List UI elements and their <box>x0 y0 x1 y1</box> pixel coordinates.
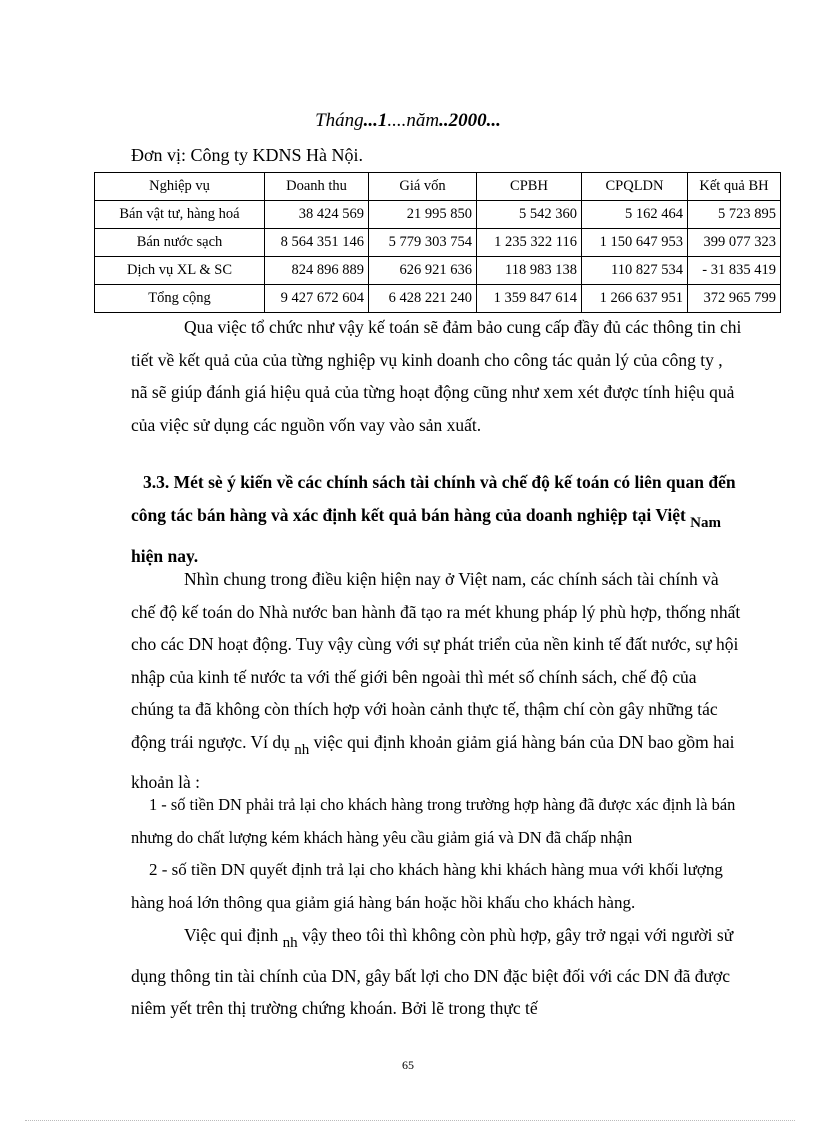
list-item-1: 1 - số tiền DN phải trả lại cho khách hàng trong trường hợp hàng đã được xác định là bán nhưng do chất lượng kém khách hàng yêu cầu giảm giá và DN đã chấp nhận <box>131 795 736 847</box>
cell: 372 965 799 <box>688 285 781 313</box>
column-header: Kết quả BH <box>688 173 781 201</box>
column-header: CPBH <box>477 173 582 201</box>
column-header: Giá vốn <box>369 173 477 201</box>
cell: 1 235 322 116 <box>477 229 582 257</box>
paragraph-overview <box>131 563 743 799</box>
heading-tail: hiện nay. <box>131 546 199 566</box>
cell: 1 266 637 951 <box>582 285 688 313</box>
cell: Dịch vụ XL & SC <box>95 257 265 285</box>
column-header: Doanh thu <box>265 173 369 201</box>
year-label: năm <box>406 110 440 131</box>
cell: 5 162 464 <box>582 201 688 229</box>
cell: 8 564 351 146 <box>265 229 369 257</box>
dots: .... <box>387 110 407 131</box>
cell: 38 424 569 <box>265 201 369 229</box>
section-heading <box>131 466 743 573</box>
cell: 1 150 647 953 <box>582 229 688 257</box>
cell: 6 428 221 240 <box>369 285 477 313</box>
cell: 118 983 138 <box>477 257 582 285</box>
cell: 110 827 534 <box>582 257 688 285</box>
paragraph-text: vậy theo tôi thì không còn phù hợp, gây trở ngại với người sử dụng thông tin tài chính của DN, gây bất lợi cho DN đặc biệt đối với các DN đã được niêm yết trên thị trường chứng khoán. Bởi lẽ trong thực tế <box>131 925 734 1018</box>
unit-line: Đơn vị: Công ty KDNS Hà Nội. <box>131 145 364 165</box>
cell: 5 779 303 754 <box>369 229 477 257</box>
cell: 824 896 889 <box>265 257 369 285</box>
subscript-fragment: nh <box>294 741 310 758</box>
paragraph-summary: Qua việc tổ chức như vậy kế toán sẽ đảm bảo cung cấp đầy đủ các thông tin chi tiết về kết quả của của từng nghiệp vụ kinh doanh cho công tác quản lý của công ty , nã sẽ giúp đánh giá hiệu quả của từng hoạt động cũng như xem xét được tính hiệu quả của việc sử dụng các nguồn vốn vay vào sản xuất. <box>131 317 742 435</box>
page-bottom-divider <box>25 1120 795 1121</box>
cell: Bán vật tư, hàng hoá <box>95 201 265 229</box>
cell: 5 542 360 <box>477 201 582 229</box>
report-period-title <box>0 110 816 132</box>
dots: ... <box>486 110 501 131</box>
cell: Bán nước sạch <box>95 229 265 257</box>
paragraph-text: Nhìn chung trong điều kiện hiện nay ở Việt nam, các chính sách tài chính và chế độ kế toán do Nhà nước ban hành đã tạo ra mét khung pháp lý phù hợp, thống nhất cho các DN hoạt động. Tuy vậy cùng với sự phát triển của nền kinh tế đất nước, sự hội nhập của kinh tế nước ta với thế giới bên ngoài thì mét số chính sách, chế độ của chúng ta đã không còn thích hợp với hoàn cảnh thực tế, thậm chí còn gây những tác động trái ngược. Ví dụ <box>131 569 741 752</box>
cell: 1 359 847 614 <box>477 285 582 313</box>
cell: 21 995 850 <box>369 201 477 229</box>
list-item-2: 2 - số tiền DN quyết định trả lại cho khách hàng khi khách hàng mua với khối lượng hàng hoá lớn thông qua giảm giá hàng bán hoặc hồi khấu cho khách hàng. <box>131 860 723 912</box>
column-header: CPQLDN <box>582 173 688 201</box>
cell: - 31 835 419 <box>688 257 781 285</box>
year-value: 2000 <box>448 110 487 131</box>
paragraph-text: việc qui định khoản giảm giá hàng bán của DN bao gồm hai khoản là : <box>131 731 735 792</box>
cell: Tổng cộng <box>95 285 265 313</box>
subscript-fragment: nh <box>282 935 298 951</box>
heading-text: 3.3. Mét sè ý kiến về các chính sách tài chính và chế độ kế toán có liên quan đến công tác bán hàng và xác định kết quả bán hàng của doanh nghiệp tại Việt <box>131 472 736 525</box>
table-row <box>95 201 781 229</box>
heading-subscript: Nam <box>690 515 721 531</box>
page-number: 65 <box>402 1058 414 1072</box>
cell: 399 077 323 <box>688 229 781 257</box>
table-row <box>95 257 781 285</box>
table-row <box>95 229 781 257</box>
month-label: Tháng <box>315 110 364 131</box>
paragraph-opinion <box>131 919 743 1025</box>
paragraph-text: Việc qui định <box>184 925 279 945</box>
month-value: 1 <box>377 110 388 131</box>
table-header-row <box>95 173 781 201</box>
cell: 9 427 672 604 <box>265 285 369 313</box>
column-header: Nghiệp vụ <box>95 173 265 201</box>
cell: 5 723 895 <box>688 201 781 229</box>
results-table <box>94 172 781 313</box>
dots: .. <box>439 110 449 131</box>
table-row <box>95 285 781 313</box>
dots: ... <box>363 110 378 131</box>
cell: 626 921 636 <box>369 257 477 285</box>
